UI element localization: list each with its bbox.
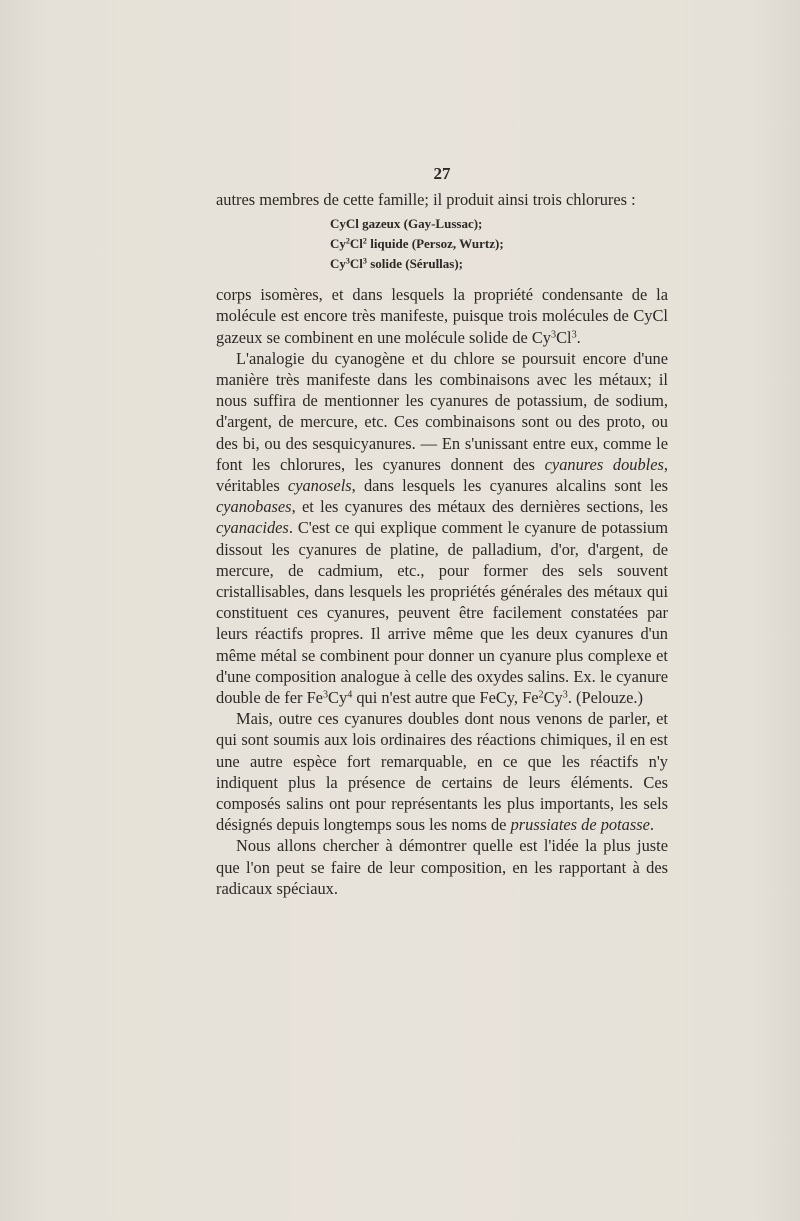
paragraph-analogy: L'analogie du cyanogène et du chlore se poursuit encore d'une manière très manifeste dans les combinaisons avec les métaux; il nous suffira de mentionner les cyanures de potassium, de sodium, d'argent, de mercure, etc. Ces combinaisons sont ou des proto, ou des bi, ou des sesquicyanures. — En s'unissant entre eux, comme le font les chlorures, les cyanures donnent des cyanures doubles, véritables cyanosels, dans lesquels les cyanures alcalins sont les cyanobases, et les cyanures des métaux des dernières sections, les cyanacides. C'est ce qui explique comment le cyanure de potassium dissout les cyanures de platine, de palladium, d'or, d'argent, de mercure, de cadmium, etc., pour former des sels souvent cristallisables, dans lesquels les propriétés générales des métaux qui constituent ces cyanures, peuvent être facilement constatées par leurs réactifs propres. Il arrive même que les deux cyanures d'un même métal se combinent pour donner un cyanure plus complexe et d'une composition analogue à celle des oxydes salins. Ex. le cyanure double de fer Fe$^3$Cy$^4$ qui n'est autre que FeCy, Fe$^2$Cy$^3$. (Pelouze.) bbox=[216, 348, 669, 708]
formula-list bbox=[330, 214, 668, 274]
formula-line: Cy$^2$Cl$^2$ liquide (Persoz, Wurtz); bbox=[330, 236, 504, 252]
formula-line: CyCl gazeux (Gay-Lussac); bbox=[330, 216, 483, 232]
text-block bbox=[216, 163, 668, 899]
formula-line: Cy$^3$Cl$^3$ solide (Sérullas); bbox=[330, 256, 464, 272]
paragraph-isomers: corps isomères, et dans lesquels la propriété condensante de la molécule est encore très manifeste, puisque trois molécules de CyCl gazeux se combinent en une molécule solide de Cy$^3$Cl$^3$. bbox=[216, 285, 668, 347]
paragraph-conclusion: Nous allons chercher à démontrer quelle est l'idée la plus juste que l'on peut se faire de leur composition, en les rapportant à des radicaux spéciaux. bbox=[216, 836, 668, 898]
intro-paragraph: autres membres de cette famille; il produit ainsi trois chlorures : bbox=[216, 190, 636, 209]
page-number: 27 bbox=[433, 164, 451, 183]
paragraph-double-cyanides: Mais, outre ces cyanures doubles dont nous venons de parler, et qui sont soumis aux lois ordinaires des réactions chimiques, il en est une autre espèce fort remarquable, en ce que les réactifs n'y indiquent plus la présence de certains de leurs éléments. Ces composés salins ont pour représentants les plus importants, les sels désignés depuis longtemps sous les noms de prussiates de potasse. bbox=[216, 709, 668, 835]
